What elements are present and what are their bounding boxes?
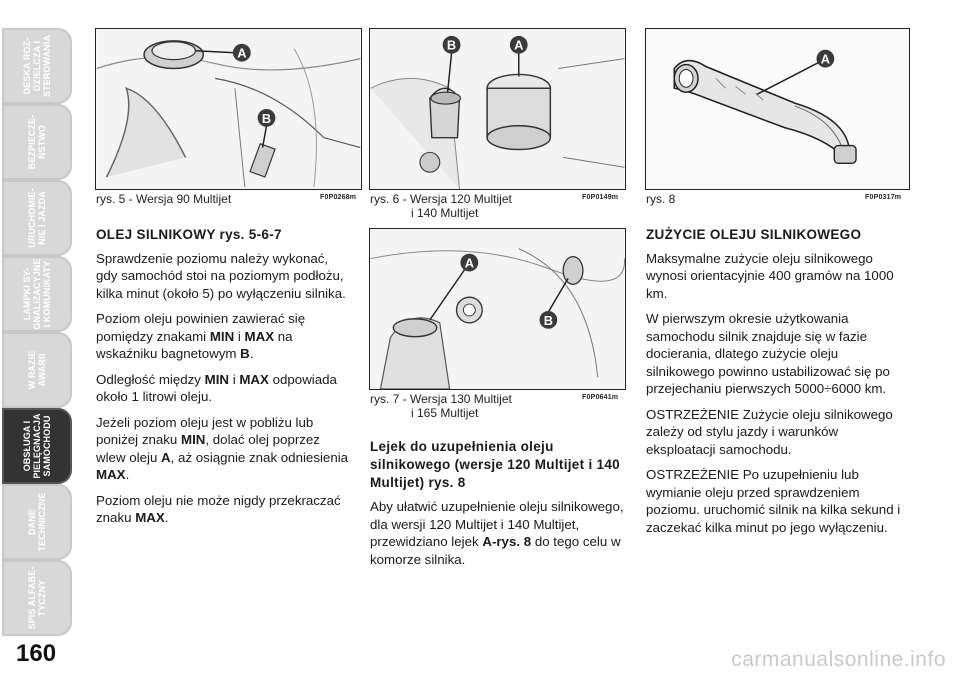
tab-label: W RAZIE AWARII [27,350,47,390]
figure-7-engine-130-165-multijet [369,228,626,390]
figure-5-caption: rys. 5 - Wersja 90 Multijet [96,192,232,206]
svg-text:A: A [820,51,831,67]
figure-7-caption [370,392,512,420]
svg-text:A: A [464,255,474,271]
tab-bezpieczenstwo[interactable] [2,104,72,180]
paragraph: OSTRZEŻENIE Po uzupełnieniu lub wymianie oleju przed sprawdzeniem poziomu. uruchomić silnik na kilka sekund i zaczekać kilka minut po jego wyłączeniu. [646,467,901,535]
figure-7-code: F0P0641m [582,394,619,401]
tab-label: BEZPIECZE- ŃSTWO [27,114,47,170]
figure-5-engine-90-multijet [95,28,362,190]
page-number: 160 [16,640,57,667]
figure-6-code: F0P0149m [582,194,619,201]
paragraph: Poziom oleju nie może nigdy przekraczać znaku MAX. [96,492,341,525]
svg-text:B: B [446,37,457,53]
paragraph: OSTRZEŻENIE Zużycie oleju silnikowego zależy od stylu jazdy i warunków eksploatacji samochodu. [646,406,893,457]
watermark: carmanualsonline.info [731,648,946,671]
tab-w-razie-awarii[interactable] [2,332,72,408]
engine-illustration [370,29,625,189]
figure-8-oil-funnel [645,28,910,190]
tab-label: OBSŁUGA I PIELĘGNACJA SAMOCHODU [22,413,52,479]
funnel-illustration [646,29,909,189]
tab-deska-rozdzielcza[interactable] [2,28,72,104]
tab-spis-alfabetyczny[interactable] [2,560,72,636]
paragraph: Aby ułatwić uzupełnienie oleju silnikowego, dla wersji 120 Multijet i 140 Multijet, przewidziano lejek A-rys. 8 do tego celu w komorze silnika. [370,499,624,567]
paragraph: Poziom oleju powinien zawierać się pomiędzy znakami MIN i MAX na wskaźniku bagnetowym B. [96,311,306,361]
figure-6-caption [370,192,512,220]
section-heading: Lejek do uzupełnienia oleju silnikowego (wersje 120 Multijet i 140 Multijet) rys. 8 [370,439,620,490]
paragraph: Jeżeli poziom oleju jest w pobliżu lub poniżej znaku MIN, dolać olej poprzez wlew oleju A, aż osiągnie znak odniesienia MAX. [96,414,349,482]
engine-illustration [96,29,361,189]
engine-illustration [370,229,625,389]
figure-8-caption: rys. 8 [646,192,676,206]
tab-obsluga[interactable] [2,408,72,484]
paragraph: W pierwszym okresie użytkowania samochodu silnik znajduje się w fazie docierania, dlatego zużycie oleju silnikowego powinno ustabilizować się po przejechaniu pierwszych 5000÷6000 km. [646,311,890,396]
column-funnel [370,438,626,576]
figure-5-code: F0P0268m [320,194,357,201]
svg-text:B: B [543,312,553,328]
tab-label: DESKA ROZ- DZIELCZA I STEROWANIA [22,35,52,98]
tab-label: DANE TECHNICZNE [27,492,47,552]
section-heading: ZUŻYCIE OLEJU SILNIKOWEGO [646,227,862,242]
paragraph: Maksymalne zużycie oleju silnikowego wynosi orientacyjnie 400 gramów na 1000 km. [646,250,894,301]
caption-line: i 165 Multijet [411,406,479,420]
section-heading: OLEJ SILNIKOWY rys. 5-6-7 [96,227,282,242]
figure-8-code: F0P0317m [865,194,902,201]
tab-uruchomienie[interactable] [2,180,72,256]
svg-text:B: B [261,110,272,126]
svg-text:A: A [237,45,247,61]
tab-label: SPIS ALFABE- TYCZNY [27,566,47,630]
caption-line: i 140 Multijet [411,206,479,220]
paragraph: Odległość między MIN i MAX odpowiada około 1 litrowi oleju. [96,371,337,404]
tab-lampki[interactable] [2,256,72,332]
figure-6-engine-120-140-multijet [369,28,626,190]
tab-label: LAMPKI SY- GNALIZACYJNE I KOMUNIKATY [22,258,52,330]
caption-line: rys. 7 - Wersja 130 Multijet [370,392,512,406]
svg-text:A: A [514,37,524,53]
tab-label: URUCHOMIE- NIE I JAZDA [27,188,47,248]
column-oil-consumption [646,226,908,544]
paragraph: Sprawdzenie poziomu należy wykonać, gdy samochód stoi na poziomym podłożu, kilka minut (około 5) po wyłączeniu silnika. [96,250,346,301]
tab-dane-techniczne[interactable] [2,484,72,560]
column-oil-level [96,226,352,535]
caption-line: rys. 6 - Wersja 120 Multijet [370,192,512,206]
